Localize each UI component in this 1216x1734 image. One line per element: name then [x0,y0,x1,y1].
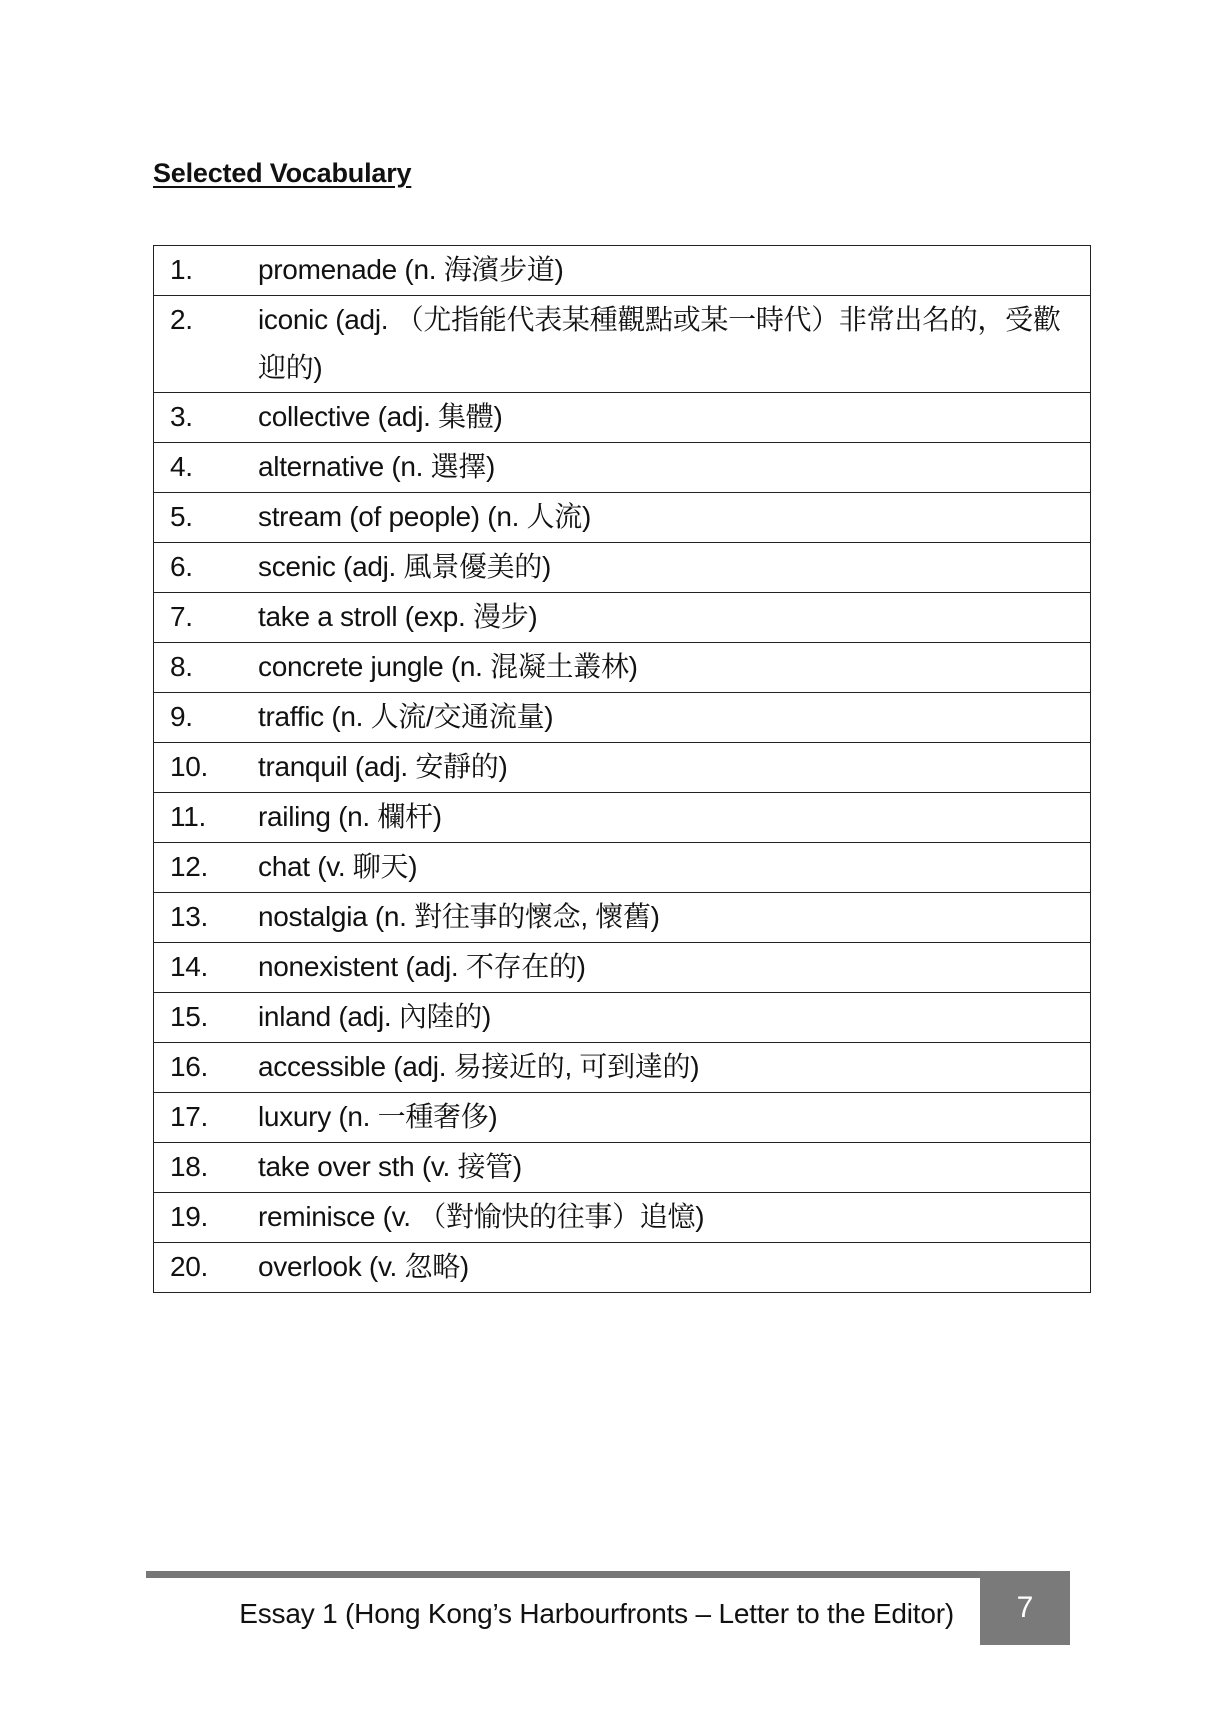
vocabulary-number: 16. [154,1043,259,1093]
vocabulary-row [154,693,1091,743]
vocabulary-number: 10. [154,743,259,793]
vocabulary-number: 17. [154,1093,259,1143]
vocabulary-term: take over sth (v. 接管) [258,1143,1091,1193]
vocabulary-row [154,1193,1091,1243]
vocabulary-term: nostalgia (n. 對往事的懷念, 懷舊) [258,893,1091,943]
vocabulary-row [154,893,1091,943]
section-heading: Selected Vocabulary [153,158,412,188]
footer-divider [146,1571,1070,1578]
vocabulary-number: 1. [154,246,259,296]
vocabulary-number: 4. [154,443,259,493]
vocabulary-number: 6. [154,543,259,593]
vocabulary-term: luxury (n. 一種奢侈) [258,1093,1091,1143]
vocabulary-term: promenade (n. 海濱步道) [258,246,1091,296]
vocabulary-term: chat (v. 聊天) [258,843,1091,893]
vocabulary-number: 11. [154,793,259,843]
vocabulary-term: reminisce (v. （對愉快的往事）追憶) [258,1193,1091,1243]
vocabulary-row [154,943,1091,993]
vocabulary-term: overlook (v. 忽略) [258,1243,1091,1293]
vocabulary-number: 14. [154,943,259,993]
vocabulary-row [154,296,1091,393]
vocabulary-term: tranquil (adj. 安靜的) [258,743,1091,793]
page-number-box [980,1571,1070,1645]
vocabulary-row [154,1243,1091,1293]
vocabulary-row [154,843,1091,893]
vocabulary-term: iconic (adj. （尤指能代表某種觀點或某一時代）非常出名的，受歡迎的) [258,296,1091,393]
vocabulary-number: 20. [154,1243,259,1293]
vocabulary-row [154,643,1091,693]
vocabulary-number: 5. [154,493,259,543]
vocabulary-number: 7. [154,593,259,643]
vocabulary-term: collective (adj. 集體) [258,393,1091,443]
vocabulary-term: take a stroll (exp. 漫步) [258,593,1091,643]
vocabulary-number: 19. [154,1193,259,1243]
vocabulary-term: concrete jungle (n. 混凝土叢林) [258,643,1091,693]
vocabulary-row [154,1143,1091,1193]
vocabulary-row [154,543,1091,593]
vocabulary-term: traffic (n. 人流/交通流量) [258,693,1091,743]
vocabulary-number: 8. [154,643,259,693]
vocabulary-number: 18. [154,1143,259,1193]
vocabulary-number: 9. [154,693,259,743]
vocabulary-row [154,1093,1091,1143]
vocabulary-term: stream (of people) (n. 人流) [258,493,1091,543]
vocabulary-number: 12. [154,843,259,893]
vocabulary-term: alternative (n. 選擇) [258,443,1091,493]
vocabulary-term: accessible (adj. 易接近的, 可到達的) [258,1043,1091,1093]
vocabulary-number: 13. [154,893,259,943]
footer-title: Essay 1 (Hong Kong’s Harbourfronts – Letter to the Editor) [239,1598,954,1629]
page-number: 7 [1016,1591,1034,1624]
vocabulary-row [154,443,1091,493]
vocabulary-term: inland (adj. 內陸的) [258,993,1091,1043]
vocabulary-table-body [154,246,1091,1293]
vocabulary-term: railing (n. 欄杆) [258,793,1091,843]
vocabulary-row [154,793,1091,843]
vocabulary-row [154,993,1091,1043]
vocabulary-number: 2. [154,296,259,393]
vocabulary-number: 3. [154,393,259,443]
vocabulary-number: 15. [154,993,259,1043]
vocabulary-row [154,246,1091,296]
vocabulary-row [154,743,1091,793]
vocabulary-row [154,493,1091,543]
vocabulary-table [153,245,1091,1293]
vocabulary-row [154,393,1091,443]
vocabulary-row [154,593,1091,643]
vocabulary-row [154,1043,1091,1093]
vocabulary-term: nonexistent (adj. 不存在的) [258,943,1091,993]
vocabulary-term: scenic (adj. 風景優美的) [258,543,1091,593]
